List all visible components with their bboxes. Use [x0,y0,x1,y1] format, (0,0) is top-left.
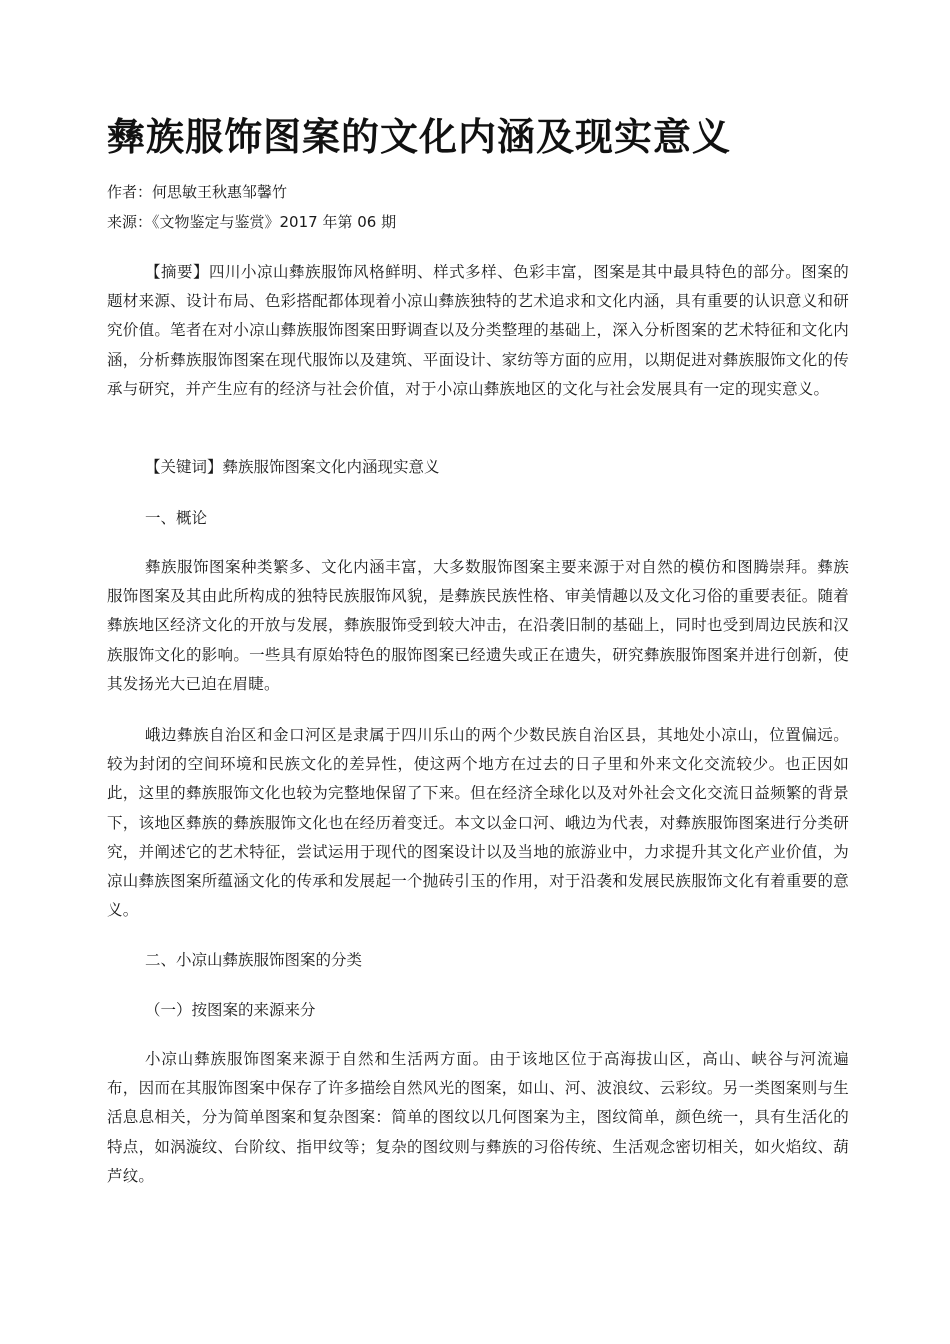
abstract-paragraph: 【摘要】四川小凉山彝族服饰风格鲜明、样式多样、色彩丰富，图案是其中最具特色的部分。图案的题材来源、设计布局、色彩搭配都体现着小凉山彝族独特的艺术追求和文化内涵，具有重要的认识意义和研究价值。笔者在对小凉山彝族服饰图案田野调查以及分类整理的基础上，深入分析图案的艺术特征和文化内涵，分析彝族服饰图案在现代服饰以及建筑、平面设计、家纺等方面的应用，以期促进对彝族服饰文化的传承与研究，并产生应有的经济与社会价值，对于小凉山彝族地区的文化与社会发展具有一定的现实意义。 [107,263,849,398]
body-paragraph: 峨边彝族自治区和金口河区是隶属于四川乐山的两个少数民族自治区县，其地处小凉山，位置偏远。较为封闭的空间环境和民族文化的差异性，使这两个地方在过去的日子里和外来文化交流较少。也正因如此，这里的彝族服饰文化也较为完整地保留了下来。但在经济全球化以及对外社会文化交流日益频繁的背景下，该地区彝族的彝族服饰文化也在经历着变迁。本文以金口河、峨边为代表，对彝族服饰图案进行分类研究，并阐述它的艺术特征，尝试运用于现代的图案设计以及当地的旅游业中，力求提升其文化产业价值，为凉山彝族图案所蕴涵文化的传承和发展起一个抛砖引玉的作用，对于沿袭和发展民族服饰文化有着重要的意义。 [107,726,849,920]
keywords-line: 【关键词】彝族服饰图案文化内涵现实意义 [145,458,440,476]
body-paragraph: 彝族服饰图案种类繁多、文化内涵丰富，大多数服饰图案主要来源于对自然的模仿和图腾崇拜。彝族服饰图案及其由此所构成的独特民族服饰风貌，是彝族民族性格、审美情趣以及文化习俗的重要表征。随着彝族地区经济文化的开放与发展，彝族服饰受到较大冲击，在沿袭旧制的基础上，同时也受到周边民族和汉族服饰文化的影响。一些具有原始特色的服饰图案已经遗失或正在遗失，研究彝族服饰图案并进行创新，使其发扬光大已迫在眉睫。 [107,558,849,693]
section-heading-classification: 二、小凉山彝族服饰图案的分类 [145,951,363,969]
body-paragraph: 小凉山彝族服饰图案来源于自然和生活两方面。由于该地区位于高海拔山区，高山、峡谷与河流遍布，因而在其服饰图案中保存了许多描绘自然风光的图案，如山、河、波浪纹、云彩纹。另一类图案则与生活息息相关，分为简单图案和复杂图案：简单的图纹以几何图案为主，图纹简单，颜色统一，具有生活化的特点，如涡漩纹、台阶纹、指甲纹等；复杂的图纹则与彝族的习俗传统、生活观念密切相关，如火焰纹、葫芦纹。 [107,1050,849,1185]
document-title: 彝族服饰图案的文化内涵及现实意义 [107,115,732,159]
author-line: 作者：何思敏王秋惠邹馨竹 [107,183,288,201]
subsection-heading-source: （一）按图案的来源来分 [145,1001,316,1019]
section-heading-overview: 一、概论 [145,509,208,527]
source-line: 来源：《文物鉴定与鉴赏》2017 年第 06 期 [107,213,397,231]
